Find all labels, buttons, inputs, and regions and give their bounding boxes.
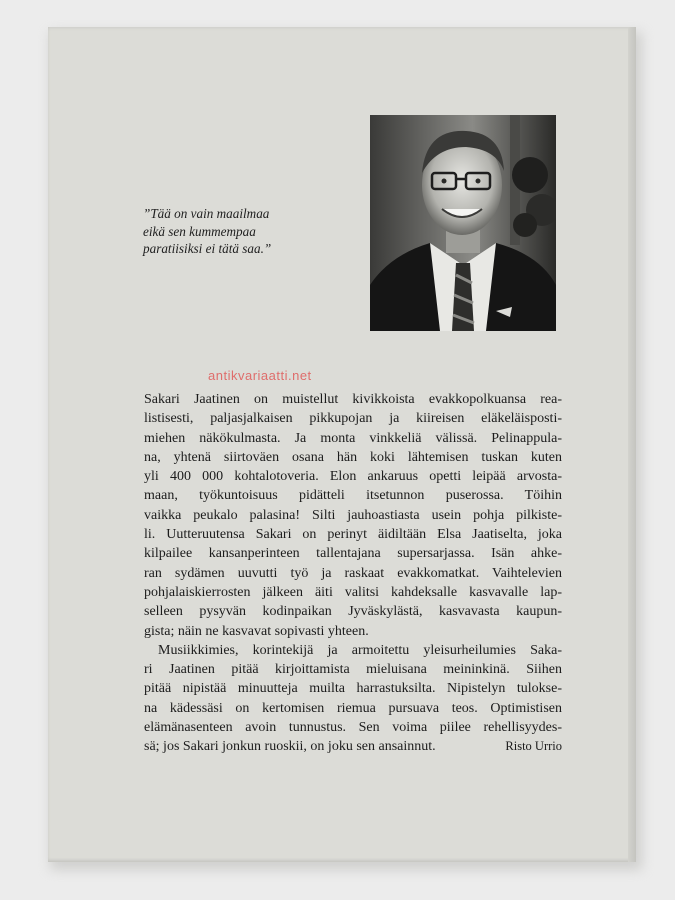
blurb-line: kilpailee kansanperinteen tallentajana supersarjassa. Isän ahke- xyxy=(144,546,562,562)
blurb-line: gista; näin ne kasvavat sopivasti yhteen. xyxy=(144,623,369,639)
quote-line: eikä sen kummempaa xyxy=(143,223,256,239)
author-signature: Risto Urrio xyxy=(505,739,562,753)
blurb-line: pohjalaiskierrosten jälkeen äiti valitsi kahdeksalle kasvavalle lap- xyxy=(144,584,562,600)
epigraph-quote xyxy=(143,205,363,258)
blurb-text xyxy=(144,390,562,757)
author-photo xyxy=(370,115,556,331)
blurb-line: sä; jos Sakari jonkun ruoskii, on joku sen ansainnut. xyxy=(144,739,436,755)
blurb-line: elämänasenteen avoin tunnustus. Sen voima piilee rehellisyydes- xyxy=(144,720,562,736)
quote-line: paratiisiksi ei tätä saa.” xyxy=(143,241,272,256)
blurb-line: miehen näkökulmasta. Ja monta vinkkeliä välissä. Pelinappula- xyxy=(144,430,562,446)
blurb-line: ri Jaatinen pitää kirjoittamista mieluisana meininkinä. Siihen xyxy=(144,662,562,678)
blurb-line: na, yhtenä siirtoväen osana hän koki lähtemisen tuskan kuten xyxy=(144,449,562,465)
blurb-line: ran sydämen uuvutti työ ja raskaat evakkomatkat. Vaihtelevien xyxy=(144,565,562,581)
blurb-line: Sakari Jaatinen on muistellut kivikkoista evakkopolkuansa rea- xyxy=(144,392,562,407)
author-portrait-image xyxy=(370,115,556,331)
blurb-line: selleen pysyvän kodinpaikan Jyväskylästä, kasvavasta kaupun- xyxy=(144,604,562,620)
blurb-line: pitää nipistää minuutteja muilta harrastuksilta. Nipistelyn tulokse- xyxy=(144,681,562,697)
blurb-line: yli 400 000 kohtalotoveria. Elon ankaruus opetti leipää arvosta- xyxy=(144,469,562,485)
book-back-cover xyxy=(48,27,636,862)
cover-edge xyxy=(628,27,636,862)
blurb-line: li. Uutteruutensa Sakari on perinyt äidiltään Elsa Jaatiselta, joka xyxy=(144,527,562,543)
blurb-line: na kädessäsi on kertomisen riemua pursuava teos. Optimistisen xyxy=(144,700,562,716)
quote-line: ”Tää on vain maailmaa xyxy=(143,206,270,221)
watermark-text: antikvariaatti.net xyxy=(208,368,312,383)
blurb-line: maan, työkuntoisuus pidätteli itsetunnon puserossa. Töihin xyxy=(144,488,562,504)
blurb-line: vaikka peukalo palasina! Silti jauhoastiasta usein pohja pilkiste- xyxy=(144,507,562,523)
blurb-line: Musiikkimies, korintekijä ja armoitettu yleisurheilumies Saka- xyxy=(158,642,562,658)
blurb-line: listisesti, paljasjalkaisen pikkupojan ja kiireisen eläkeläisposti- xyxy=(144,411,562,427)
